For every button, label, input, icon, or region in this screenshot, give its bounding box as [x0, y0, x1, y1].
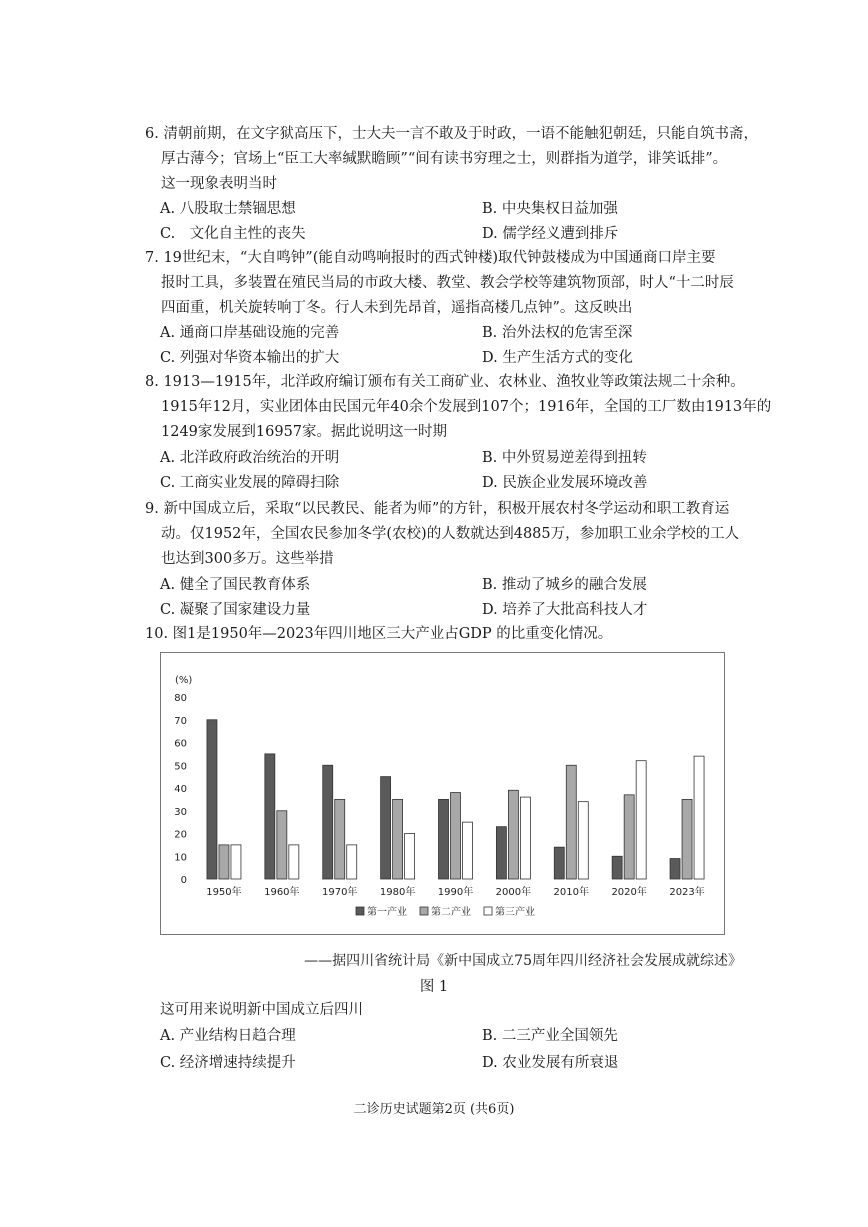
legend-swatch: [484, 907, 492, 915]
y-tick-label: 80: [174, 693, 187, 704]
question-10-stem: [160, 998, 760, 1023]
bar-1: [496, 827, 506, 879]
question-10-stem-text: 这可用来说明新中国成立后四川: [160, 1002, 363, 1018]
question-10-line-1: 10. 图1是1950年—2023年四川地区三大产业占GDP 的比重变化情况。: [145, 626, 613, 642]
bar-3: [289, 845, 299, 879]
option-d: D. 农业发展有所衰退: [482, 1055, 619, 1071]
option-c: C. 列强对华资本输出的扩大: [160, 350, 340, 366]
question-7-line-2: 报时工具，多装置在殖民当局的市政大楼、教堂、教会学校等建筑物顶部，时人“十二时辰: [161, 275, 734, 291]
question-7-options: [160, 321, 760, 371]
option-a: A. 通商口岸基础设施的完善: [160, 325, 340, 341]
bar-3: [463, 822, 473, 879]
question-8-line-2: 1915年12月，实业团体由民国元年40余个发展到107个；1916年，全国的工厂数由1913年的: [161, 399, 772, 415]
bar-1: [265, 754, 275, 879]
bar-1: [207, 720, 217, 879]
bar-2: [682, 799, 692, 879]
option-c: C. 凝聚了国家建设力量: [160, 602, 311, 618]
option-c: C. 工商实业发展的障碍扫除: [160, 475, 340, 491]
legend-label: 第二产业: [431, 907, 471, 918]
legend-label: 第三产业: [495, 907, 535, 918]
bar-2: [393, 799, 403, 879]
option-d: D. 儒学经义遭到排斥: [482, 226, 619, 242]
legend-swatch: [356, 907, 364, 915]
bar-1: [554, 847, 564, 879]
bar-2: [566, 765, 576, 879]
x-tick-label: 1970年: [321, 887, 358, 898]
x-tick-label: 2023年: [669, 887, 705, 898]
bar-1: [439, 799, 449, 879]
x-tick-label: 1980年: [379, 887, 416, 898]
y-tick-label: 70: [174, 715, 187, 727]
industry-share-chart: [160, 652, 725, 935]
option-a: A. 北洋政府政治统治的开明: [160, 450, 340, 466]
option-b: B. 中央集权日益加强: [482, 201, 618, 217]
y-tick-label: 50: [174, 761, 187, 773]
y-tick-label: 40: [174, 784, 187, 795]
bar-1: [670, 859, 680, 879]
x-tick-label: 2020年: [611, 887, 647, 898]
question-8-options: [160, 446, 760, 496]
option-b: B. 治外法权的危害至深: [482, 325, 633, 341]
bar-2: [219, 845, 229, 879]
option-b: B. 二三产业全国领先: [482, 1028, 618, 1044]
option-d: D. 培养了大批高科技人才: [482, 602, 648, 618]
legend-label: 第一产业: [367, 907, 407, 918]
bar-3: [694, 756, 704, 879]
bar-1: [381, 777, 391, 879]
bar-3: [405, 834, 415, 880]
option-b: B. 推动了城乡的融合发展: [482, 577, 647, 593]
question-9: [145, 497, 745, 572]
bar-3: [347, 845, 357, 879]
bar-1: [612, 856, 622, 879]
bar-1: [323, 765, 333, 879]
option-a: A. 八股取士禁锢思想: [160, 201, 296, 217]
bar-2: [624, 795, 634, 879]
question-9-line-3: 也达到300多万。这些举措: [161, 551, 334, 567]
question-6-options: [160, 197, 760, 247]
chart-source: ——据四川省统计局《新中国成立75周年四川经济社会发展成就综述》: [304, 953, 742, 969]
x-tick-label: 1990年: [437, 887, 474, 898]
question-8-line-3: 1249家发展到16957家。据此说明这一时期: [161, 424, 448, 440]
question-6: [145, 122, 758, 197]
bar-3: [520, 797, 530, 879]
legend-swatch: [420, 907, 428, 915]
x-tick-label: 2010年: [553, 887, 590, 898]
y-tick-label: 10: [174, 852, 187, 864]
bar-chart-svg: [161, 653, 723, 933]
option-c: C. 文化自主性的丧失: [160, 226, 306, 242]
y-tick-label: 0: [180, 875, 187, 886]
question-6-line-2: 厚古薄今；官场上“臣工大率缄默瞻顾”“间有读书穷理之士，则群指为道学，诽笑诋排”。: [161, 151, 728, 167]
option-d: D. 生产生活方式的变化: [482, 350, 633, 366]
option-b: B. 中外贸易逆差得到扭转: [482, 450, 647, 466]
bar-3: [578, 802, 588, 879]
bar-2: [335, 799, 345, 879]
y-tick-label: 20: [174, 829, 187, 841]
bar-2: [508, 790, 518, 879]
bar-3: [231, 845, 241, 879]
question-8-line-1: 8. 1913—1915年，北洋政府编订颁布有关工商矿业、农林业、渔牧业等政策法规二十余种。: [145, 374, 745, 390]
question-7-line-1: 7. 19世纪末，“大自鸣钟”(能自动鸣响报时的西式钟楼)取代钟鼓楼成为中国通商口岸主要: [145, 250, 716, 266]
y-tick-label: 60: [174, 738, 187, 750]
question-9-line-1: 9. 新中国成立后，采取“以民教民、能者为师”的方针，积极开展农村冬学运动和职工教育运: [145, 501, 730, 517]
question-6-line-3: 这一现象表明当时: [161, 176, 277, 192]
question-7-line-3: 四面重，机关旋转响丁冬。行人未到先昂首，遥指高楼几点钟”。这反映出: [161, 300, 633, 316]
x-tick-label: 2000年: [495, 887, 532, 898]
option-c: C. 经济增速持续提升: [160, 1055, 296, 1071]
page-footer: 二诊历史试题第2页 (共6页): [353, 1102, 515, 1117]
x-tick-label: 1960年: [264, 887, 300, 898]
x-tick-label: 1950年: [206, 887, 242, 898]
figure-caption: 图 1: [419, 979, 449, 995]
question-9-options: [160, 573, 760, 623]
question-10: [145, 622, 745, 647]
question-10-options: [160, 1024, 760, 1076]
bar-2: [451, 793, 461, 879]
bar-3: [636, 761, 646, 879]
question-8: [145, 370, 772, 445]
y-tick-label: 30: [174, 806, 187, 818]
option-a: A. 健全了国民教育体系: [160, 577, 311, 593]
option-a: A. 产业结构日趋合理: [160, 1028, 296, 1044]
question-9-line-2: 动。仅1952年，全国农民参加冬学(农校)的人数就达到4885万，参加职工业余学校的工人: [161, 526, 740, 542]
question-6-line-1: 6. 清朝前期，在文字狱高压下，士大夫一言不敢及于时政，一语不能触犯朝廷，只能自筑书斋，: [145, 126, 758, 142]
question-7: [145, 246, 745, 321]
y-axis-label: (%): [175, 675, 193, 686]
bar-2: [277, 811, 287, 879]
option-d: D. 民族企业发展环境改善: [482, 475, 648, 491]
